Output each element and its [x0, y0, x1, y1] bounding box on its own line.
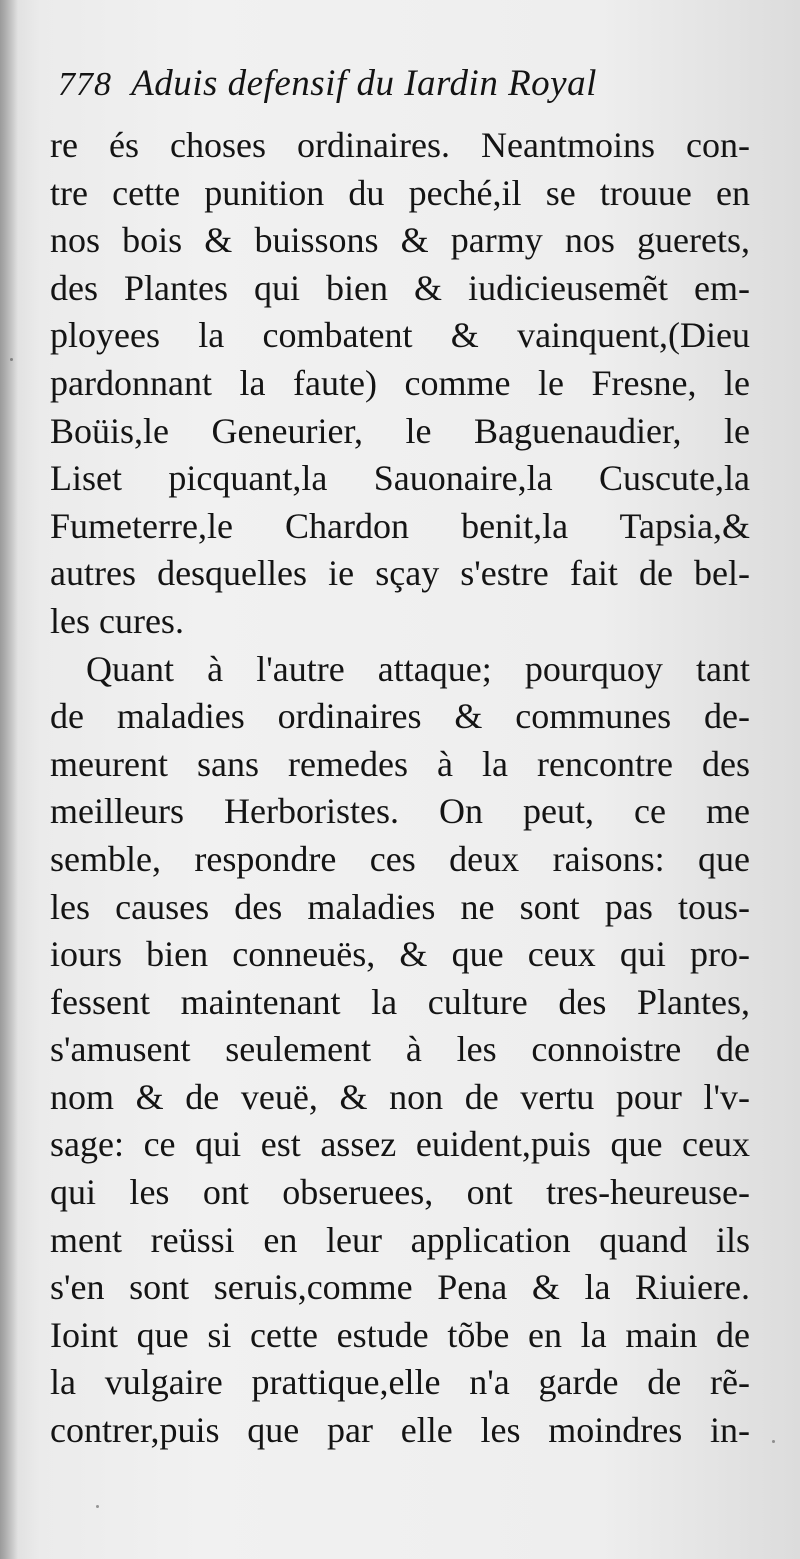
text-line: semble, respondre ces deux raisons: que	[50, 838, 750, 879]
text-line: qui les ont obseruees, ont tres-heureuse-	[50, 1172, 750, 1213]
text-line: s'en sont seruis,comme Pena & la Riuiere.	[50, 1267, 750, 1308]
text-line-paragraph-start: Quant à l'autre attaque; pourquoy tant	[86, 648, 750, 689]
print-speck	[96, 1505, 99, 1508]
body-text	[50, 122, 750, 1455]
text-line: Boüis,le Geneurier, le Baguenaudier, le	[50, 410, 750, 451]
text-line: nos bois & buissons & parmy nos guerets,	[50, 220, 750, 261]
text-line: ployees la combatent & vainquent,(Dieu	[50, 315, 750, 356]
text-line: Ioint que si cette estude tõbe en la main de	[50, 1314, 750, 1355]
text-line: iours bien conneuës, & que ceux qui pro-	[50, 934, 750, 975]
text-line: nom & de veuë, & non de vertu pour l'v-	[50, 1076, 750, 1117]
text-line: re és choses ordinaires. Neantmoins con-	[50, 125, 750, 165]
text-line: contrer,puis que par elle les moindres in-	[50, 1410, 750, 1451]
text-line: ment reüssi en leur application quand ils	[50, 1219, 750, 1260]
text-line: autres desquelles ie sçay s'estre fait de bel-	[50, 553, 750, 594]
text-line: meilleurs Herboristes. On peut, ce me	[50, 791, 750, 832]
page-edge-shadow	[0, 0, 18, 1559]
running-title: Aduis defensif du Iardin Royal	[131, 63, 597, 104]
page-number: 778	[58, 66, 112, 103]
text-line: Fumeterre,le Chardon benit,la Tapsia,&	[50, 505, 750, 546]
text-line: meurent sans remedes à la rencontre des	[50, 743, 750, 784]
text-line: sage: ce qui est assez euident,puis que ceux	[50, 1124, 750, 1165]
text-line: Liset picquant,la Sauonaire,la Cuscute,la	[50, 458, 750, 499]
print-speck	[10, 358, 13, 361]
text-line: de maladies ordinaires & communes de-	[50, 696, 750, 737]
text-line: des Plantes qui bien & iudicieusemẽt em-	[50, 267, 750, 308]
text-line-paragraph-end: les cures.	[50, 600, 184, 641]
page-header	[58, 62, 748, 112]
text-line: fessent maintenant la culture des Plantes,	[50, 981, 750, 1022]
text-line: pardonnant la faute) comme le Fresne, le	[50, 362, 750, 403]
text-line: les causes des maladies ne sont pas tous-	[50, 886, 750, 927]
text-line: la vulgaire prattique,elle n'a garde de rẽ-	[50, 1362, 750, 1403]
print-speck	[772, 1440, 775, 1443]
text-line: s'amusent seulement à les connoistre de	[50, 1029, 750, 1070]
text-line: tre cette punition du peché,il se trouue en	[50, 172, 750, 213]
